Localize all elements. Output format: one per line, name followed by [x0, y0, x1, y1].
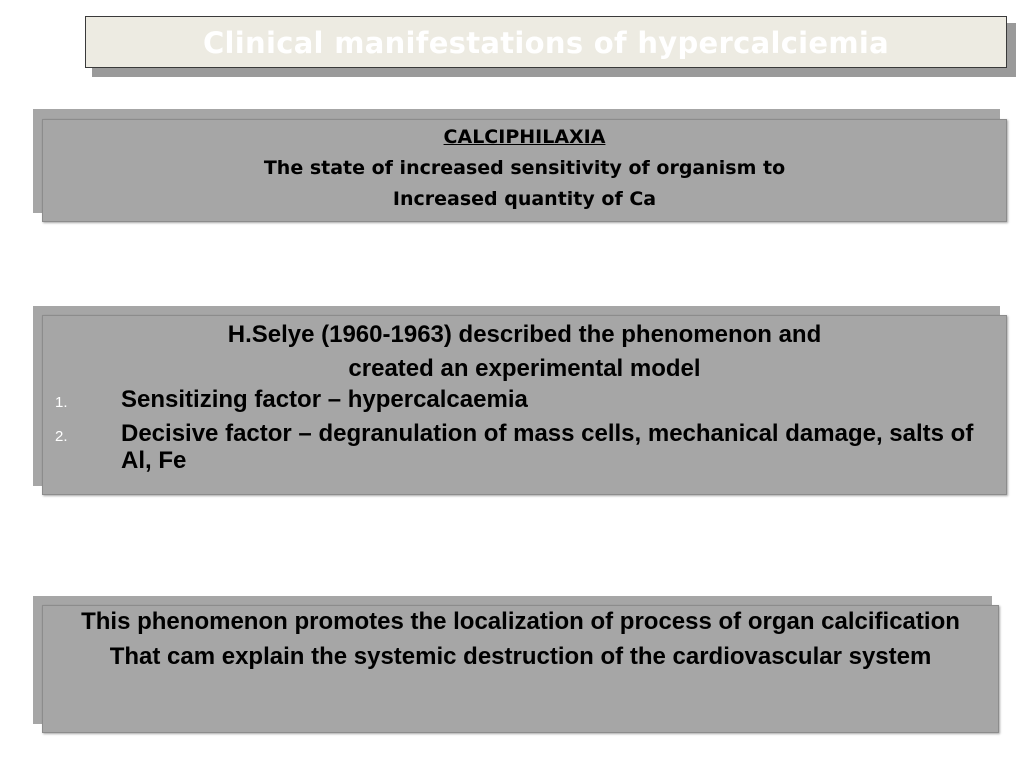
list-item — [43, 386, 1006, 413]
phenomenon-para2: That cam explain the systemic destruction of the cardiovascular system — [109, 643, 932, 670]
list-item-text: Decisive factor – degranulation of mass cells, mechanical damage, salts of Al, Fe — [121, 420, 974, 474]
phenomenon-para1: This phenomenon promotes the localization of process of organ calcification — [81, 608, 960, 635]
list-number: 1. — [55, 394, 68, 411]
calciphilaxia-box — [42, 119, 1007, 222]
list-number: 2. — [55, 428, 68, 445]
slide-title: Clinical manifestations of hypercalciemia — [202, 26, 890, 60]
factor-list — [43, 386, 1006, 474]
selye-line1: H.Selye (1960-1963) described the phenomenon and — [227, 321, 822, 348]
list-item-text: Sensitizing factor – hypercalcaemia — [121, 386, 528, 413]
list-item — [43, 420, 1006, 474]
phenomenon-box — [42, 605, 999, 733]
selye-line2: created an experimental model — [348, 355, 701, 382]
title-box — [85, 16, 1007, 68]
selye-box — [42, 315, 1007, 495]
calciphilaxia-heading: CALCIPHILAXIA — [443, 126, 606, 148]
calciphilaxia-line2: Increased quantity of Ca — [392, 188, 657, 210]
calciphilaxia-line1: The state of increased sensitivity of organism to — [263, 157, 786, 179]
